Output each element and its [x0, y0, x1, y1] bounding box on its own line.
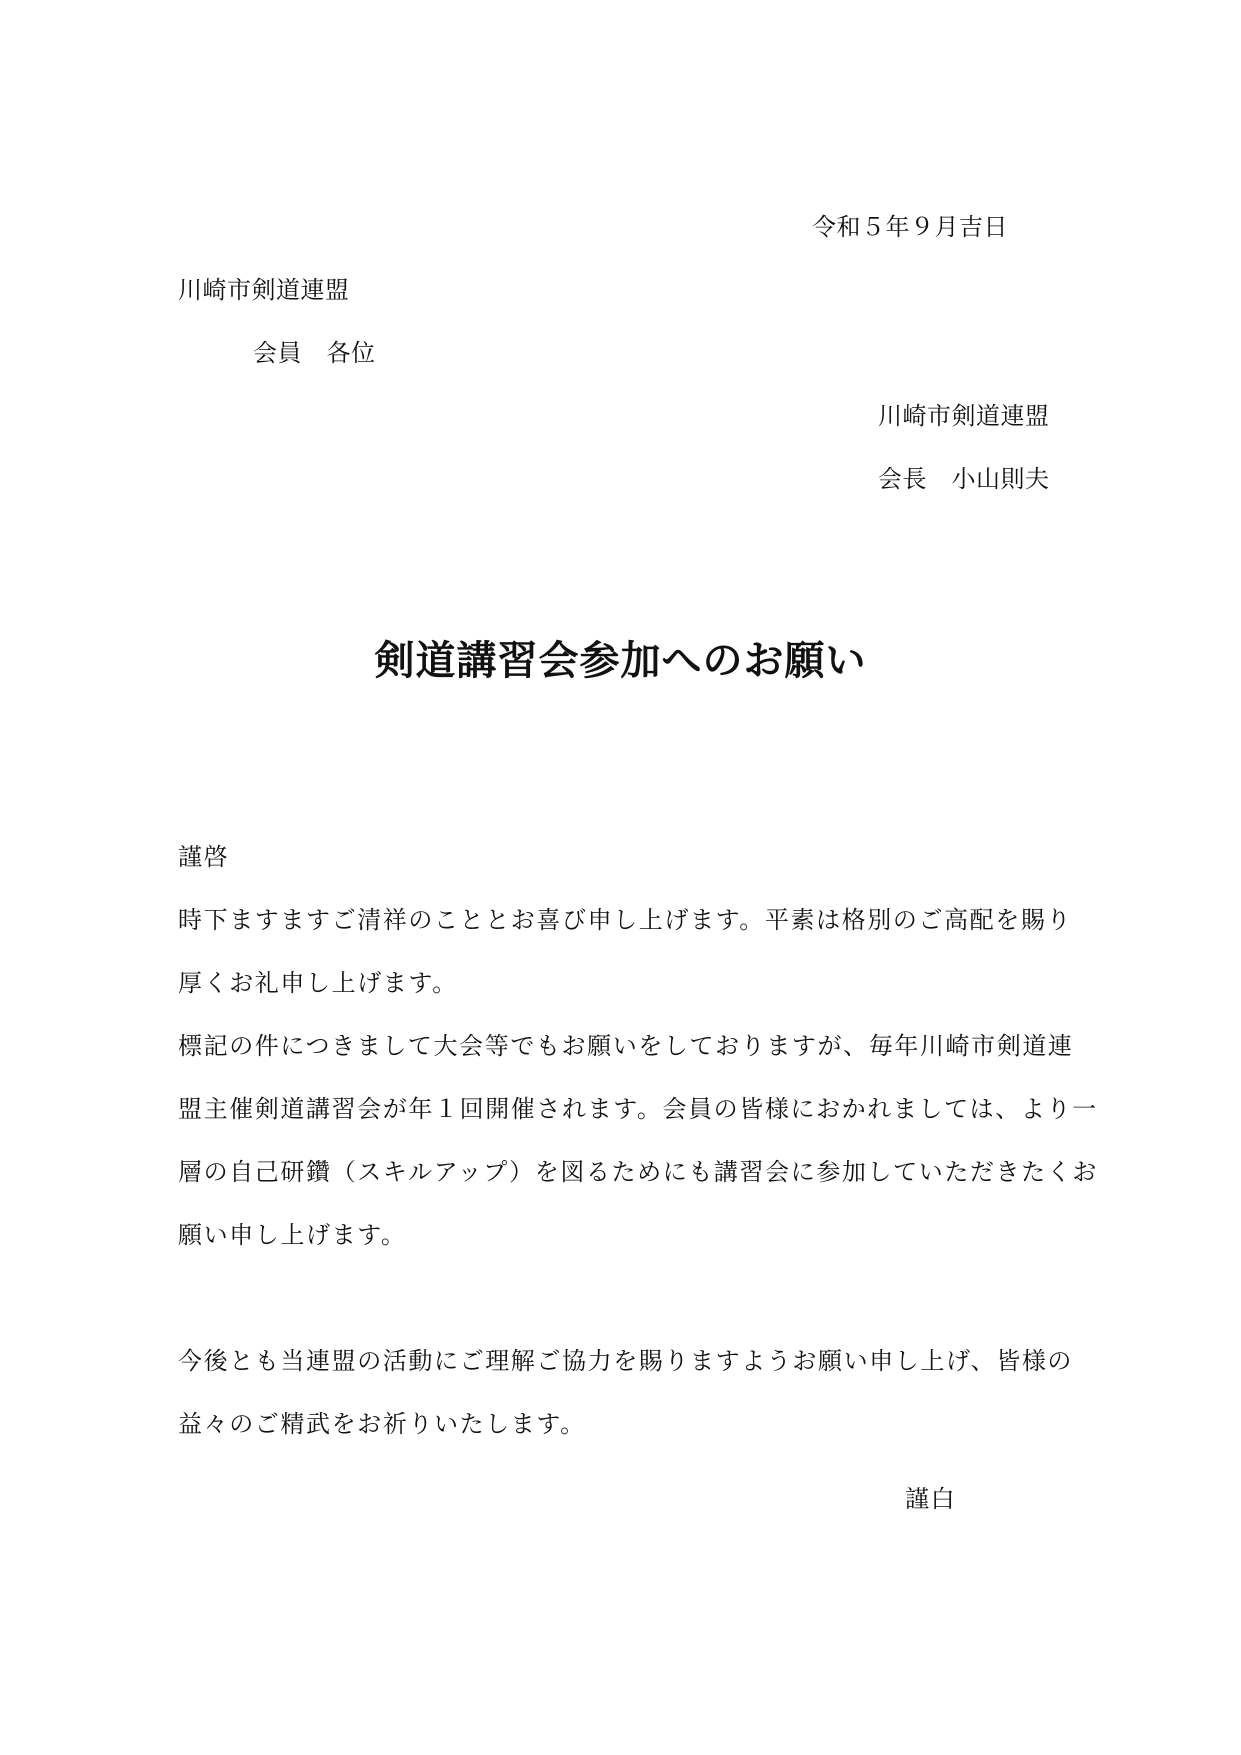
paragraph-line: 厚くお礼申し上げます。: [178, 969, 458, 997]
recipient-organization: 川崎市剣道連盟: [178, 276, 350, 304]
paragraph-line: 時下ますますご清祥のこととお喜び申し上げます。平素は格別のご高配を賜り: [178, 906, 1073, 934]
paragraph-line: 益々のご精武をお祈りいたします。: [178, 1410, 586, 1438]
body-paragraph-1: [178, 889, 1073, 1015]
letter-title: 剣道講習会参加へのお願い: [374, 637, 867, 684]
opening-salutation: 謹啓: [178, 843, 230, 871]
paragraph-line: 今後とも当連盟の活動にご理解ご協力を賜りますようお願い申し上げ、皆様の: [178, 1347, 1074, 1375]
letter-date: 令和５年９月吉日: [812, 213, 1008, 241]
closing-salutation: 謹白: [905, 1485, 957, 1513]
sender-organization: 川崎市剣道連盟: [878, 402, 1050, 430]
paragraph-line: 層の自己研鑽（スキルアップ）を図るためにも講習会に参加していただきたくお: [178, 1158, 1098, 1186]
sender-president: 会長 小山則夫: [878, 465, 1050, 493]
body-paragraph-2: [178, 1015, 1098, 1267]
body-paragraph-3: [178, 1330, 1074, 1456]
paragraph-line: 標記の件につきまして大会等でもお願いをしておりますが、毎年川崎市剣道連: [178, 1032, 1074, 1060]
paragraph-line: 願い申し上げます。: [178, 1221, 407, 1249]
paragraph-line: 盟主催剣道講習会が年１回開催されます。会員の皆様におかれましては、より一: [178, 1095, 1098, 1123]
recipient-members: 会員 各位: [253, 339, 376, 367]
